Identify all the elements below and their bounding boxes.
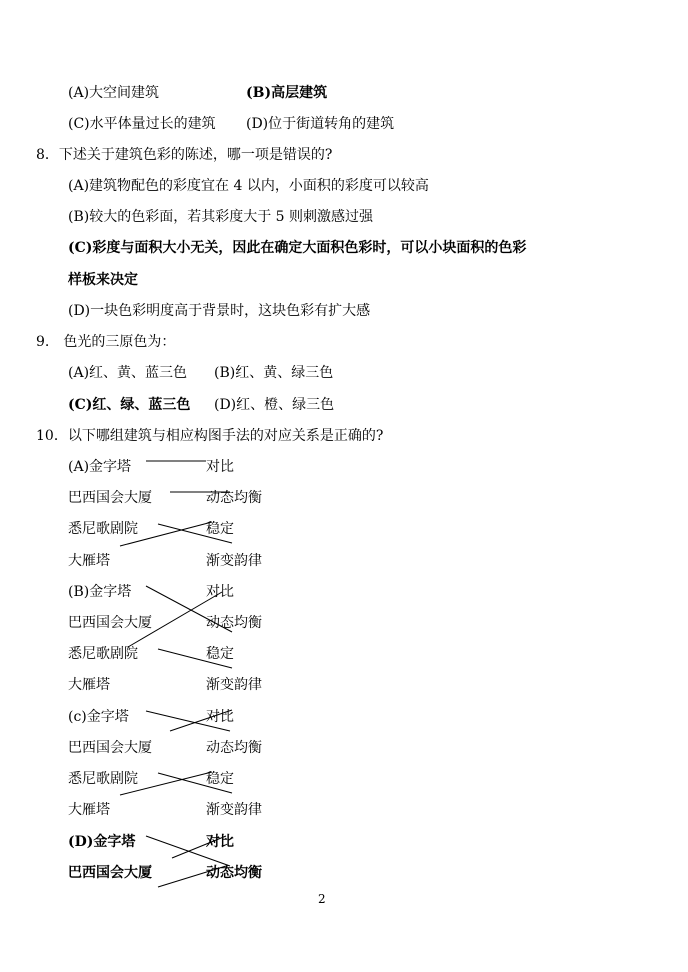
q10-b-building-4: 大雁塔: [68, 677, 110, 693]
q10-a-building-4: 大雁塔: [68, 553, 110, 569]
q10-c-technique-4: 渐变韵律: [206, 802, 262, 818]
q10-d-technique-1: 对比: [206, 834, 234, 850]
q10-c-building-4: 大雁塔: [68, 802, 110, 818]
q10-d-technique-2: 动态均衡: [206, 865, 262, 881]
q10-a-technique-3: 稳定: [206, 521, 234, 537]
q8-option-c-answer: (C)彩度与面积大小无关，因此在确定大面积色彩时，可以小块面积的色彩: [68, 240, 527, 256]
q10-b-building-3: 悉尼歌剧院: [68, 646, 138, 662]
q10-b-technique-3: 稳定: [206, 646, 234, 662]
q10-a-building-3: 悉尼歌剧院: [68, 521, 138, 537]
q8-option-b: (B)较大的色彩面，若其彩度大于 5 则刺激感过强: [68, 209, 374, 225]
q10-b-technique-2: 动态均衡: [206, 615, 262, 631]
q10-c-technique-2: 动态均衡: [206, 740, 262, 756]
q7-option-a: (A)大空间建筑: [68, 85, 160, 101]
q10-c-technique-3: 稳定: [206, 771, 234, 787]
q10-c-building-2: 巴西国会大厦: [68, 740, 152, 756]
q8-option-a: (A)建筑物配色的彩度宜在 4 以内，小面积的彩度可以较高: [68, 178, 429, 194]
q10-c-technique-1: 对比: [206, 709, 234, 725]
q9-option-c-answer: (C)红、绿、蓝三色: [68, 397, 191, 413]
q10-b-technique-1: 对比: [206, 584, 234, 600]
q10-a-building-2: 巴西国会大厦: [68, 490, 152, 506]
q10-a-technique-1: 对比: [206, 459, 234, 475]
q10-c-building-1: (c)金字塔: [68, 709, 129, 725]
q10-b-building-1: (B)金字塔: [68, 584, 132, 600]
q9-option-a: (A)红、黄、蓝三色: [68, 365, 188, 381]
q10-a-technique-2: 动态均衡: [206, 490, 262, 506]
q10-stem: 10．以下哪组建筑与相应构图手法的对应关系是正确的?: [36, 428, 384, 444]
q8-option-c-answer-cont: 样板来决定: [68, 272, 138, 288]
q7-option-c: (C)水平体量过长的建筑: [68, 116, 216, 132]
q10-a-technique-4: 渐变韵律: [206, 553, 262, 569]
q10-b-technique-4: 渐变韵律: [206, 677, 262, 693]
q8-stem: 8．下述关于建筑色彩的陈述，哪一项是错误的?: [36, 147, 333, 163]
q10-b-building-2: 巴西国会大厦: [68, 615, 152, 631]
q7-option-d: (D)位于街道转角的建筑: [246, 116, 395, 132]
q7-option-b-answer: (B)高层建筑: [246, 85, 328, 101]
q10-d-building-2: 巴西国会大厦: [68, 865, 152, 881]
q10-c-building-3: 悉尼歌剧院: [68, 771, 138, 787]
q9-option-d: (D)红、橙、绿三色: [214, 397, 335, 413]
q10-a-building-1: (A)金字塔: [68, 459, 132, 475]
q10-d-building-1: (D)金字塔: [68, 834, 136, 850]
q8-option-d: (D)一块色彩明度高于背景时，这块色彩有扩大感: [68, 303, 371, 319]
q9-stem: 9. 色光的三原色为：: [36, 334, 176, 350]
page-number: 2: [318, 892, 326, 906]
q9-option-b: (B)红、黄、绿三色: [214, 365, 334, 381]
